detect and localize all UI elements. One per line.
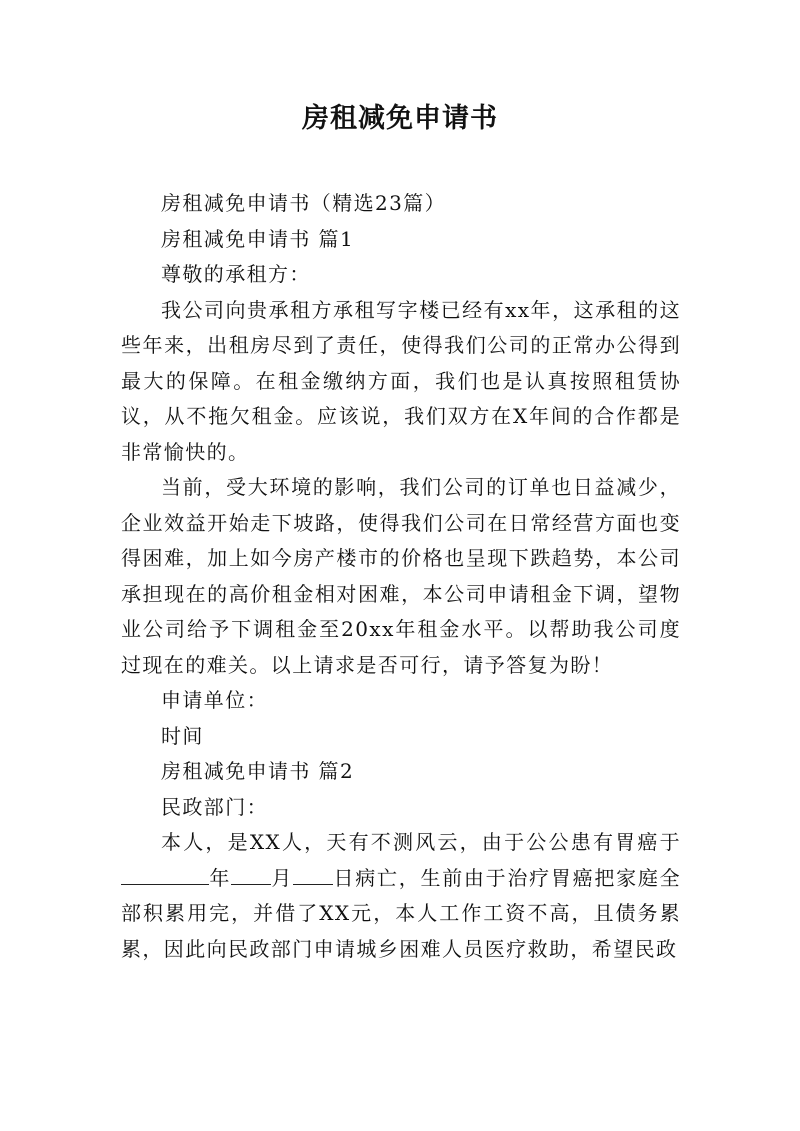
piece1-heading: 房租减免申请书 篇1	[161, 226, 355, 251]
paragraph-3-rest: 日病亡，生前由于治疗胃癌把家庭全部积累用完，并借了XX元，本人工作工资不高，且债务累累，因此向民政部门申请城乡困难人员医疗救助，希望民政	[121, 865, 681, 961]
paragraph-3-year: 年	[209, 865, 232, 890]
paragraph-3-start: 本人，是XX人，天有不测风云，由于公公患有胃癌于	[161, 830, 681, 854]
paragraph-3-month: 月	[271, 865, 294, 890]
blank-day	[293, 864, 333, 885]
paragraph-2: 当前，受大环境的影响，我们公司的订单也日益减少，企业效益开始走下坡路，使得我们公司在日常经营方面也变得困难，加上如今房产楼市的价格也呈现下跌趋势，本公司承担现在的高价租金相对困难，本公司申请租金下调，望物业公司给予下调租金至20xx年租金水平。以帮助我公司度过现在的难关。以上请求是否可行，请予答复为盼！	[121, 475, 681, 677]
blank-month	[231, 864, 271, 885]
piece2-heading: 房租减免申请书 篇2	[161, 759, 355, 783]
paragraph-1: 我公司向贵承租方承租写字楼已经有xx年，这承租的这些年来，出租房尽到了责任，使得我们公司的正常办公得到最大的保障。在租金缴纳方面，我们也是认真按照租赁协议，从不拖欠租金。应该说，我们双方在X年间的合作都是非常愉快的。	[121, 297, 681, 464]
document-title: 房租减免申请书	[302, 103, 498, 134]
blank-year	[121, 864, 209, 885]
intro-line: 房租减免申请书（精选23篇）	[161, 191, 447, 215]
document-body	[121, 186, 681, 967]
salutation-landlord: 尊敬的承租方：	[161, 262, 311, 286]
applicant-line: 申请单位：	[161, 688, 268, 712]
salutation-civil-affairs: 民政部门：	[161, 794, 268, 819]
paragraph-3	[121, 825, 681, 967]
time-line: 时间	[161, 723, 204, 748]
